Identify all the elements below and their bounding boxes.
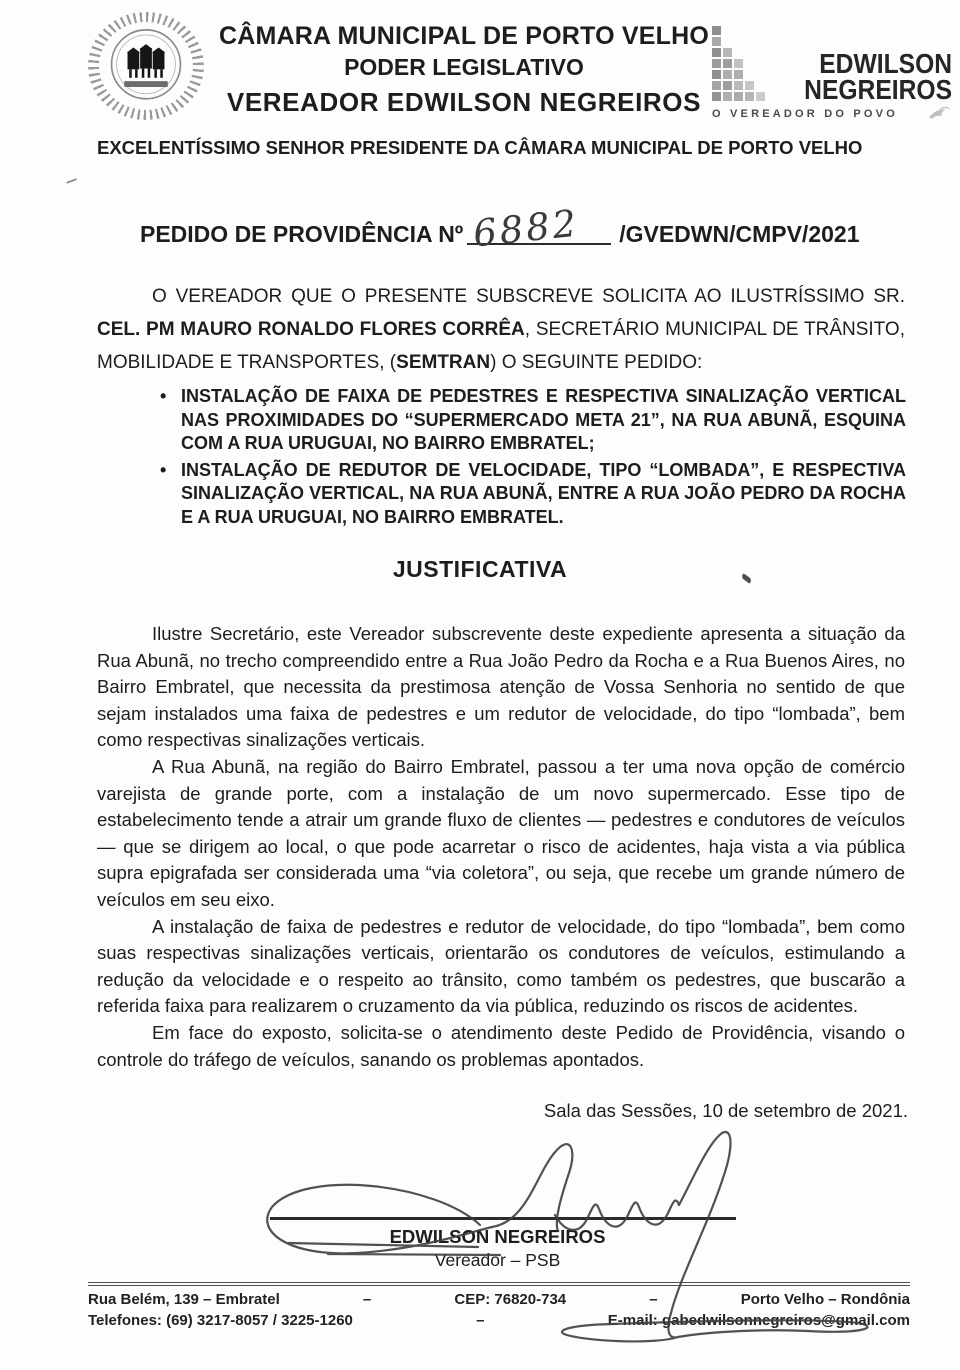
- signature-block: [340, 1226, 655, 1271]
- footer: [88, 1282, 910, 1333]
- seal-inner-circle: [99, 22, 193, 110]
- addressee-line: EXCELENTÍSSIMO SENHOR PRESIDENTE DA CÂMARA MUNICIPAL DE PORTO VELHO: [97, 137, 863, 158]
- bar-chart-logo-icon: [712, 26, 765, 103]
- intro-text: ) O SEGUINTE PEDIDO:: [490, 352, 703, 373]
- protocol-number-slot: [467, 201, 617, 256]
- logo-name-line2: NEGREIROS: [804, 74, 952, 105]
- org-branch: PODER LEGISLATIVO: [344, 54, 584, 80]
- footer-address: Rua Belém, 139 – Embratel: [88, 1291, 280, 1308]
- separator-dash: –: [649, 1291, 658, 1308]
- doc-title-prefix: PEDIDO DE PROVIDÊNCIA Nº: [140, 221, 464, 247]
- footer-email: E-mail: gabedwilsonnegreiros@gmail.com: [607, 1312, 910, 1329]
- scan-artifact: [66, 178, 77, 184]
- paragraph: A instalação de faixa de pedestres e redutor de velocidade, do tipo “lombada”, bem como suas respectivas sinalizações verticais, orientarão os condutores de veículos, estimulando a redução da velocidade e o respeito ao trânsito, como também os pedestres, que buscarão a referida faixa para realizarem o cruzamento da via pública, reduzindo os riscos de acidentes.: [97, 915, 905, 1017]
- doc-title: [140, 201, 930, 256]
- signer-role: Vereador – PSB: [434, 1250, 561, 1270]
- handwritten-number: 6882: [471, 201, 582, 256]
- separator-dash: –: [476, 1312, 485, 1329]
- personal-logo: [712, 26, 952, 122]
- footer-city: Porto Velho – Rondônia: [740, 1291, 910, 1308]
- org-name: CÂMARA MUNICIPAL DE PORTO VELHO: [218, 22, 709, 50]
- intro-text: , SECRETÁRIO MUNICIPAL DE TRÂNSITO, MOBILIDADE E TRANSPORTES, (: [97, 319, 905, 373]
- signature-line: [270, 1217, 736, 1220]
- paragraph: Em face do exposto, solicita-se o atendimento deste Pedido de Providência, visando o controle do tráfego de veículos, sanando os problemas apontados.: [97, 1021, 905, 1070]
- request-item: • INSTALAÇÃO DE REDUTOR DE VELOCIDADE, TIPO “LOMBADA”, E RESPECTIVA SINALIZAÇÃO VERTICAL, NA RUA ABUNÃ, ENTRE A RUA JOÃO PEDRO DA ROCHA E A RUA URUGUAI, NO BAIRRO EMBRATEL.: [154, 459, 906, 530]
- signer-name: EDWILSON NEGREIROS: [389, 1226, 606, 1247]
- request-items: [154, 385, 906, 533]
- justification-heading: JUSTIFICATIVA: [392, 556, 568, 582]
- paragraph: A Rua Abunã, na região do Bairro Embratel, passou a ter uma nova opção de comércio varejista de grande porte, com a instalação de um novo supermercado. Esse tipo de estabelecimento tende a atrair um grande fluxo de clientes — pedestres e condutores de veículos — que se dirigem ao local, o que pode acarretar o risco de acidentes, haja vista a via pública supra epigrafada ser considerada uma “via coletora”, ou seja, que recebe um grande número de veículos em seu eixo.: [97, 755, 905, 910]
- date-line: Sala das Sessões, 10 de setembro de 2021.: [543, 1100, 908, 1121]
- logo-name-line1: EDWILSON: [819, 48, 952, 79]
- paragraph: Ilustre Secretário, este Vereador subscrevente deste expediente apresenta a situação da Rua Abunã, no trecho compreendido entre a Rua João Pedro da Rocha e a Rua Buenos Aires, no Bairro Embratel, que necessita da prestimosa atenção de Vossa Senhoria no sentido de que sejam instalados uma faixa de pedestres e um redutor de velocidade, do tipo “lombada”, bem como respectivas sinalizações verticais.: [97, 623, 905, 751]
- separator-dash: –: [362, 1291, 372, 1308]
- org-officeholder: VEREADOR EDWILSON NEGREIROS: [226, 87, 702, 117]
- secretary-name: CEL. PM MAURO RONALDO FLORES CORRÊA: [97, 319, 525, 340]
- letterhead: [218, 22, 710, 118]
- footer-phones: Telefones: (69) 3217-8057 / 3225-1260: [88, 1312, 353, 1329]
- intro-text: O VEREADOR QUE O PRESENTE SUBSCREVE SOLICITA AO ILUSTRÍSSIMO SR.: [152, 286, 905, 307]
- request-item: • INSTALAÇÃO DE FAIXA DE PEDESTRES E RESPECTIVA SINALIZAÇÃO VERTICAL NAS PROXIMIDADES DO “SUPERMERCADO META 21”, NA RUA ABUNÃ, ESQUINA COM A RUA URUGUAI, NO BAIRRO EMBRATEL;: [154, 385, 906, 456]
- three-towers-emblem-icon: [102, 24, 190, 108]
- dove-icon: [926, 105, 952, 122]
- request-intro: [97, 280, 905, 379]
- justification-body: [97, 621, 905, 1073]
- doc-title-suffix: /GVEDWN/CMPV/2021: [619, 221, 860, 247]
- agency-acronym: SEMTRAN: [396, 352, 491, 373]
- logo-tagline: O VEREADOR DO POVO: [712, 107, 898, 120]
- footer-cep: CEP: 76820-734: [454, 1291, 567, 1308]
- municipal-seal-icon: [88, 12, 204, 120]
